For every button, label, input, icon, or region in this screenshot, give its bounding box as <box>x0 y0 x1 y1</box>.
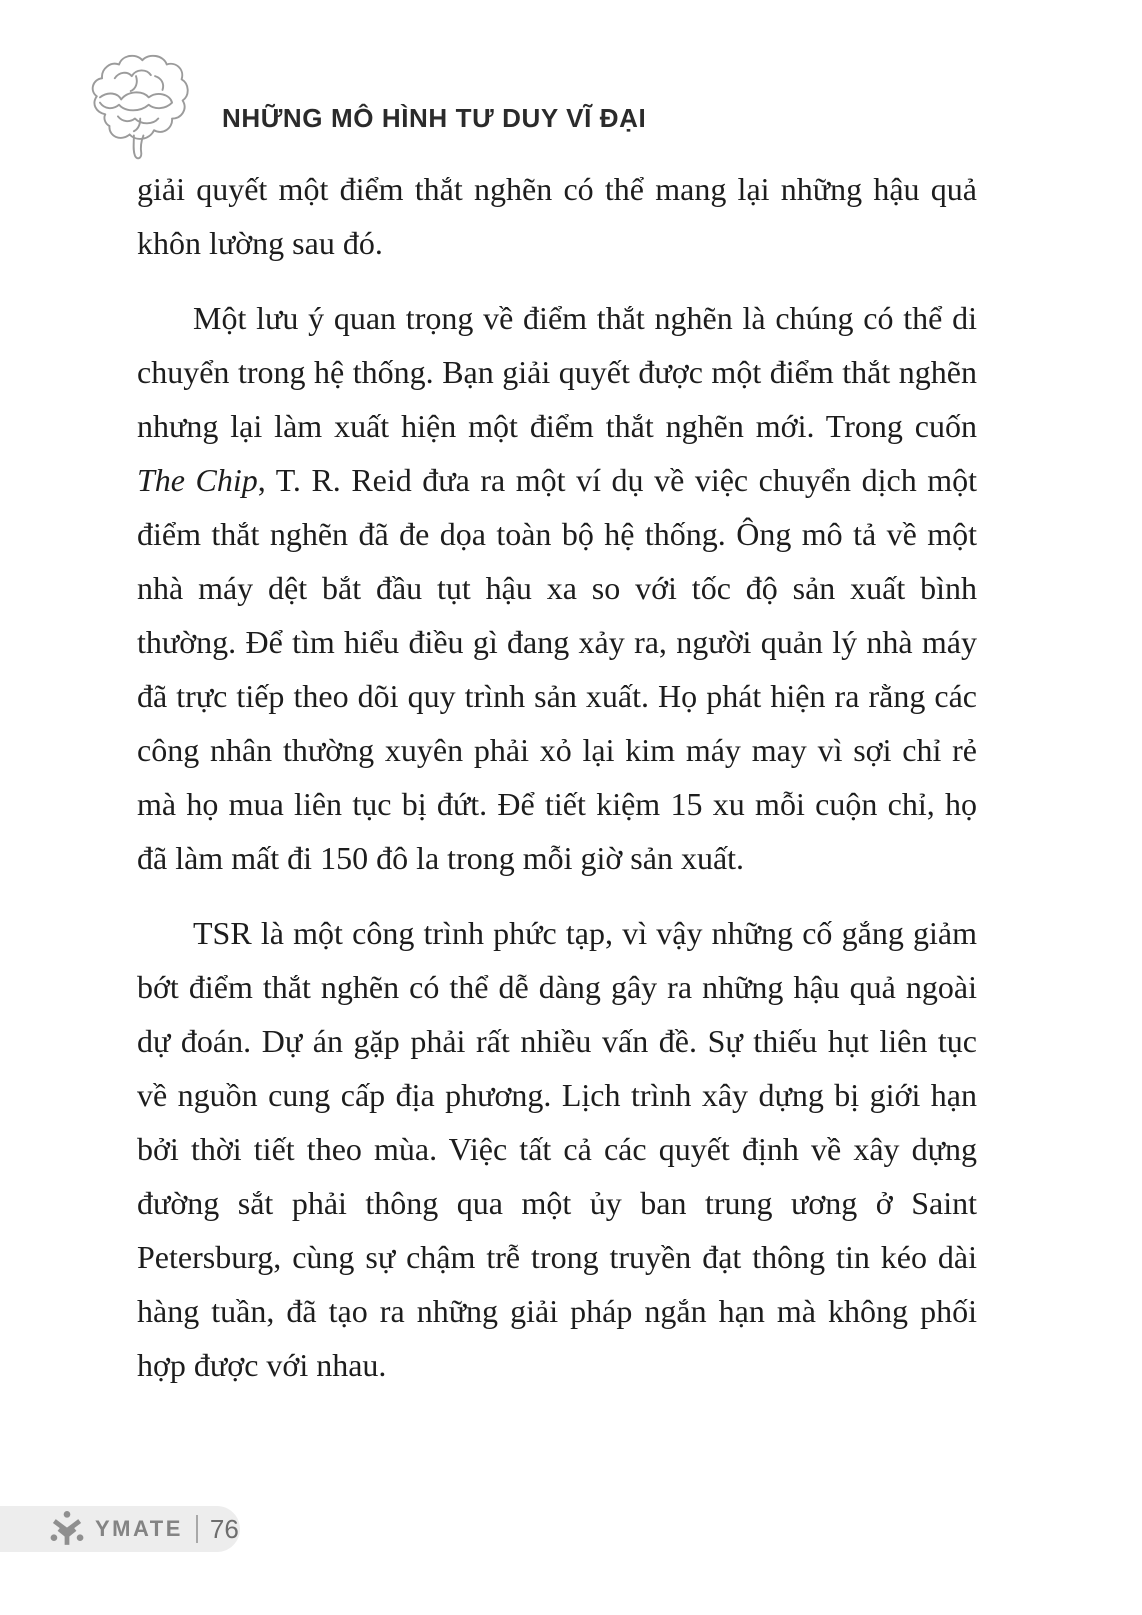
paragraph-text: , T. R. Reid đưa ra một ví dụ về việc chuyển dịch một điểm thắt nghẽn đã đe dọa toàn bộ hệ thống. Ông mô tả về một nhà máy dệt bắt đầu tụt hậu xa so với tốc độ sản xuất bình thường. Để tìm hiểu điều gì đang xảy ra, người quản lý nhà máy đã trực tiếp theo dõi quy trình sản xuất. Họ phát hiện ra rằng các công nhân thường xuyên phải xỏ lại kim máy may vì sợi chỉ rẻ mà họ mua liên tục bị đứt. Để tiết kiệm 15 xu mỗi cuộn chỉ, họ đã làm mất đi 150 đô la trong mỗi giờ sản xuất. <box>137 462 978 876</box>
cited-book-title: The Chip <box>137 462 258 498</box>
paragraph: TSR là một công trình phức tạp, vì vậy những cố gắng giảm bớt điểm thắt nghẽn có thể dễ dàng gây ra những hậu quả ngoài dự đoán. Dự án gặp phải rất nhiều vấn đề. Sự thiếu hụt liên tục về nguồn cung cấp địa phương. Lịch trình xây dựng bị giới hạn bởi thời tiết theo mùa. Việc tất cả các quyết định về xây dựng đường sắt phải thông qua một ủy ban trung ương ở Saint Petersburg, cùng sự chậm trễ trong truyền đạt thông tin kéo dài hàng tuần, đã tạo ra những giải pháp ngắn hạn mà không phối hợp được với nhau. <box>137 915 977 1383</box>
paragraph <box>137 291 977 885</box>
ymate-logo-icon <box>48 1510 86 1548</box>
footer-pill <box>0 1506 240 1552</box>
paragraph-text: Một lưu ý quan trọng về điểm thắt nghẽn là chúng có thể di chuyển trong hệ thống. Bạn giải quyết được một điểm thắt nghẽn nhưng lại làm xuất hiện một điểm thắt nghẽn mới. Trong cuốn <box>137 300 977 444</box>
brain-icon <box>83 50 189 168</box>
brand-name: YMATE <box>95 1516 183 1541</box>
page-number: 76 <box>209 1513 239 1544</box>
page-header <box>0 0 1142 180</box>
paragraph-continuation: giải quyết một điểm thắt nghẽn có thể mang lại những hậu quả khôn lường sau đó. <box>137 171 977 261</box>
page-body <box>137 162 977 1413</box>
running-head-title: NHỮNG MÔ HÌNH TƯ DUY VĨ ĐẠI <box>222 103 647 133</box>
footer-divider <box>196 1515 198 1543</box>
